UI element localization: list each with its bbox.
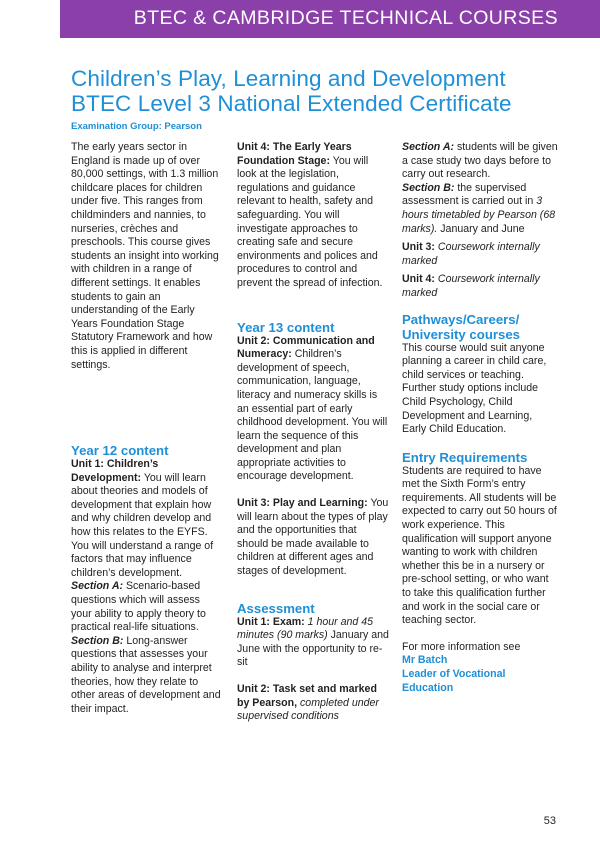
- assessment-unit2: [237, 683, 389, 724]
- year12-section-b: [71, 635, 223, 717]
- col3-section-b-text2: January and June: [437, 222, 525, 235]
- assessment-heading: Assessment: [237, 600, 315, 616]
- assessment-unit1: [237, 616, 389, 670]
- pathways-text: This course would suit anyone planning a career in child care, child services or teaching. Further study options include Child Psychology, Child Development and Learning, Early Child Education.: [402, 341, 547, 436]
- year13-unit2: [237, 335, 389, 485]
- entry-heading: Entry Requirements: [402, 449, 528, 465]
- contact-name: Mr Batch: [402, 654, 448, 667]
- exam-group: Examination Group: Pearson: [71, 121, 202, 132]
- col3-section-a-label: Section A:: [402, 141, 454, 153]
- unit2-text: Children’s development of speech, communication, language, literacy and numeracy skills is an essential part of early childhood development. You will learn the sequence of this development and plan appropriate activities to encourage development.: [237, 348, 388, 483]
- section-a-paragraph: [402, 141, 558, 182]
- header-banner: [60, 0, 600, 38]
- unit3-coursework: [402, 241, 558, 268]
- unit4-cw-text: Coursework internally marked: [402, 273, 540, 299]
- year13-unit3: [237, 497, 389, 579]
- unit1-text: You will learn about theories and models of development that explain how and why children develop and how this relates to the EYFS. You will understand a range of factors that may influence children’s development.: [71, 471, 214, 579]
- year12-unit1: [71, 458, 223, 580]
- column-3: [402, 141, 558, 695]
- section-b-text: Long-answer questions that assesses your ability to analyse and interpret theories, how they relate to other areas of development and their impact.: [71, 634, 221, 715]
- section-b-paragraph: [402, 182, 558, 236]
- section-b-label: Section B:: [71, 634, 124, 647]
- task-label: Unit 2: Task set and marked by Pearson,: [237, 683, 377, 709]
- unit3-text: You will learn about the types of play and the opportunities that should be made available to children at different ages and stages of development.: [237, 497, 389, 578]
- section-a-label: Section A:: [71, 580, 123, 593]
- col3-section-a-text: students will be given a case study two days before to carry out research.: [402, 141, 558, 181]
- intro-paragraph: The early years sector in England is made up of over 80,000 settings, with 1.3 million childcare places for children under five. This ranges from childminders and nannies, to nurseries, crèches and preschools. This course gives students an insight into working with children in a range of different settings. It enables students to gain an understanding of the Early Years Foundation Stage Statutory Framework and how this is applied in different settings.: [71, 141, 219, 371]
- section-a-text: Scenario-based questions which will assess your ability to apply theory to practical real-life situations.: [71, 580, 206, 634]
- page-title: [71, 66, 571, 116]
- unit2-label: Unit 2: Communication and Numeracy:: [237, 334, 375, 361]
- task-conditions: completed under supervised conditions: [237, 696, 379, 723]
- unit4-coursework: [402, 273, 558, 300]
- col3-section-b-italic: 3 hours timetabled by Pearson (68 marks).: [402, 195, 556, 235]
- unit4-label: Unit 4: The Early Years Foundation Stage:: [237, 141, 352, 167]
- unit4-text: You will look at the legislation, regulations and guidance relevant to health, safety and safeguarding. You will investigate approaches to creating safe and secure environments and polices and procedures to control and prevent the spread of infection.: [237, 154, 383, 289]
- col3-section-b-text: the supervised assessment is carried out in: [402, 181, 537, 208]
- more-info-text: For more information see: [402, 640, 521, 653]
- title-line-1: Children’s Play, Learning and Development: [71, 66, 506, 91]
- column-1: [71, 141, 223, 716]
- exam-duration: 1 hour and 45 minutes (90 marks): [237, 615, 374, 642]
- col3-section-b-label: Section B:: [402, 181, 455, 194]
- year13-heading: Year 13 content: [237, 319, 335, 335]
- unit1-label: Unit 1: Children’s Development:: [71, 458, 159, 484]
- year12-heading: Year 12 content: [71, 443, 169, 459]
- column-2: [237, 141, 389, 724]
- title-line-2: BTEC Level 3 National Extended Certificate: [71, 91, 512, 116]
- exam-label: Unit 1: Exam:: [237, 615, 305, 628]
- contact-role: Leader of Vocational Education: [402, 668, 506, 694]
- unit3-cw-text: Coursework internally marked: [402, 241, 540, 267]
- year12-section-a: [71, 580, 223, 634]
- exam-text: January and June with the opportunity to re-sit: [237, 629, 389, 669]
- pathways-heading: Pathways/Careers/ University courses: [402, 311, 521, 342]
- banner-title: BTEC & CAMBRIDGE TECHNICAL COURSES: [133, 7, 558, 29]
- entry-text: Students are required to have met the Sixth Form’s entry requirements. All students will be expected to carry out 50 hours of work experience. This qualification will support anyone wanting to work with children whether this be in a nursery or pre-school setting, or who want to take this qualification further and work in the social care or teaching sector.: [402, 464, 557, 627]
- unit3-label: Unit 3: Play and Learning:: [237, 497, 368, 510]
- unit3-cw-label: Unit 3:: [402, 241, 435, 254]
- page-number: 53: [543, 815, 556, 827]
- unit4-paragraph: [237, 141, 389, 291]
- unit4-cw-label: Unit 4:: [402, 273, 435, 286]
